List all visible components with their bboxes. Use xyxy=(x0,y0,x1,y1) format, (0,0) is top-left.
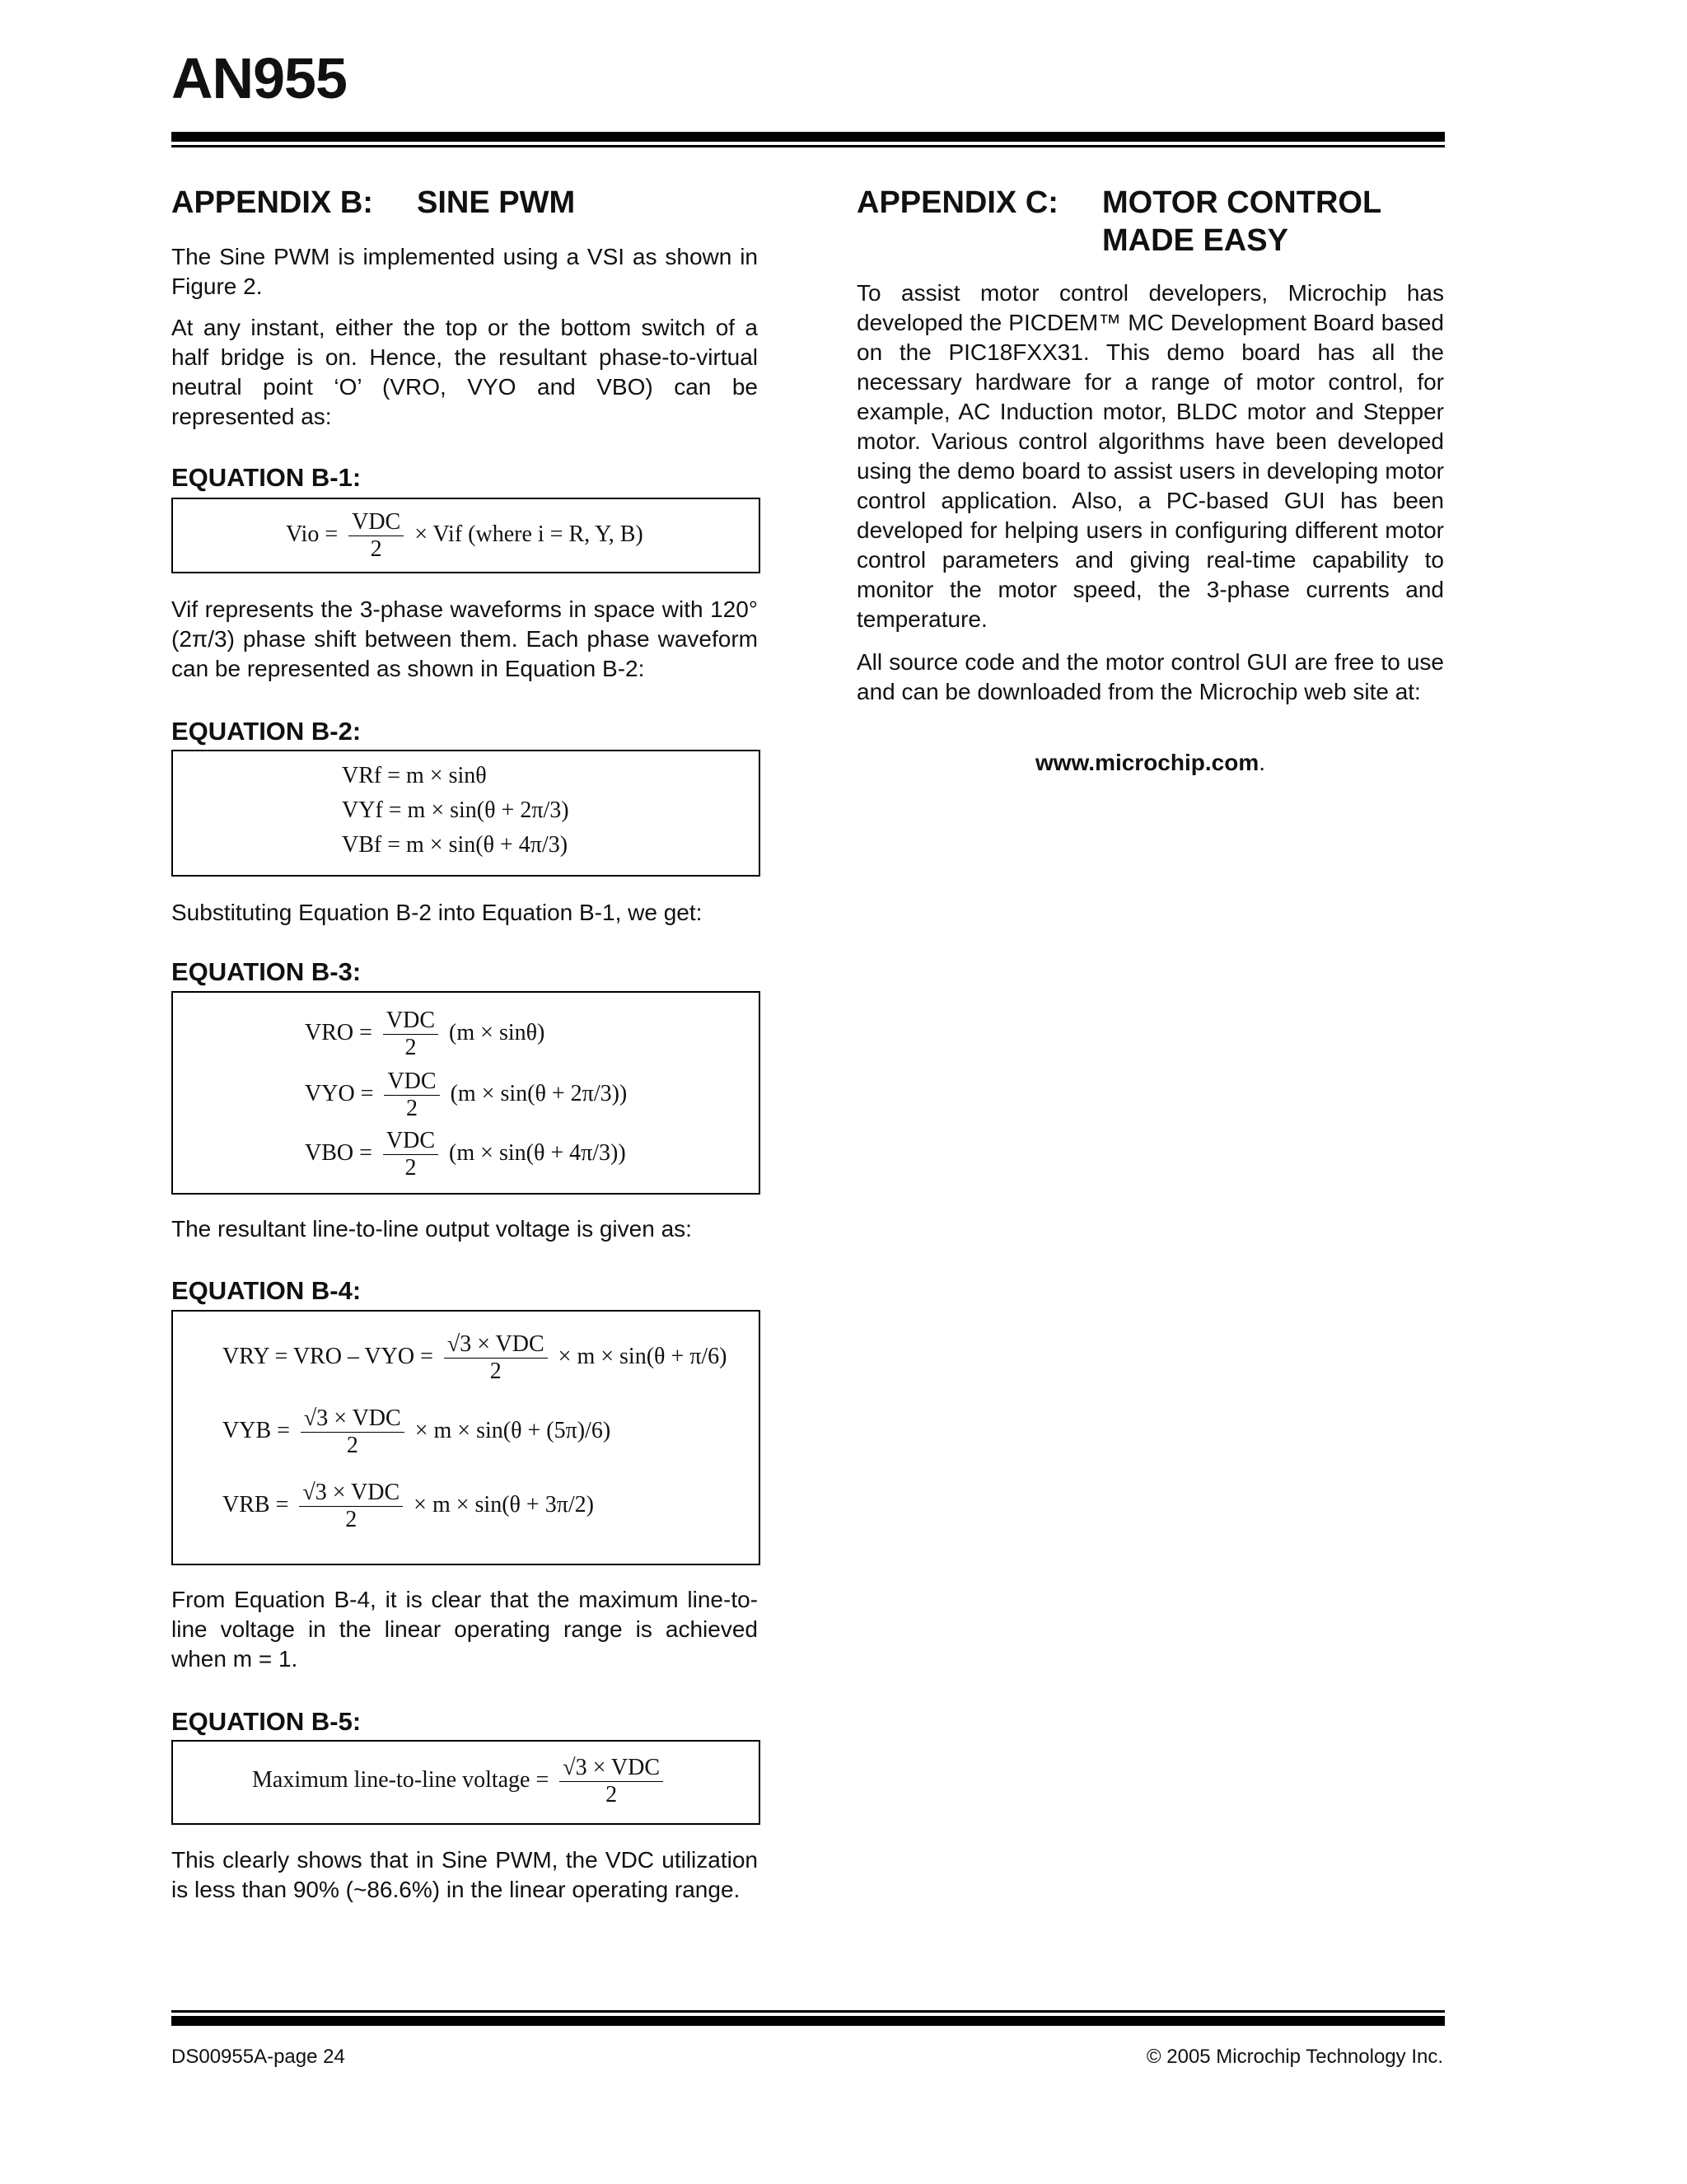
appendix-c-label: APPENDIX C: xyxy=(857,185,1058,220)
paragraph: The resultant line-to-line output voltage is given as: xyxy=(171,1216,692,1242)
footer-rule-thin xyxy=(171,2010,1445,2013)
paragraph: At any instant, either the top or the bottom switch of a half bridge is on. Hence, the resultant phase-to-virtual neutral point ‘O’ (VRO, VYO and VBO) can be represented as: xyxy=(171,315,758,429)
footer-copyright: © 2005 Microchip Technology Inc. xyxy=(1146,2046,1443,2068)
equation-label: EQUATION B-4: xyxy=(171,1276,362,1305)
appendix-c-title-line1: MOTOR CONTROL xyxy=(1102,185,1382,220)
equation-b2-line: VRf = m × sinθ xyxy=(342,763,487,788)
equation-b4-line: VRY = VRO – VYO = $\frac{\text{√3 × VDC}}{2}$ × m × sin(θ + π/6) xyxy=(222,1331,727,1384)
website-link[interactable]: www.microchip.com xyxy=(1035,750,1259,775)
appendix-b-heading xyxy=(171,183,575,222)
equation-box xyxy=(171,1740,760,1825)
equation-b2-line: VBf = m × sin(θ + 4π/3) xyxy=(342,832,568,858)
paragraph: From Equation B-4, it is clear that the maximum line-to-line voltage in the linear operating range is achieved when m = 1. xyxy=(171,1587,758,1672)
equation-b5: Maximum line-to-line voltage = $\frac{\text{√3 × VDC}}{2}$ xyxy=(252,1756,668,1807)
equation-box xyxy=(171,498,760,573)
appendix-b-title: SINE PWM xyxy=(417,185,576,220)
website-link-suffix: . xyxy=(1259,750,1266,775)
paragraph: This clearly shows that in Sine PWM, the VDC utilization is less than 90% (~86.6%) in the linear operating range. xyxy=(171,1847,758,1902)
equation-b4-line: VRB = $\frac{\text{√3 × VDC}}{2}$ × m × sin(θ + 3π/2) xyxy=(222,1480,594,1532)
equation-box xyxy=(171,1310,760,1565)
paragraph: All source code and the motor control GUI are free to use and can be downloaded from the Microchip web site at: xyxy=(857,649,1444,704)
equation-label: EQUATION B-5: xyxy=(171,1707,362,1736)
website-line xyxy=(857,748,1444,778)
equation-b1: Vio = $\frac{\text{VDC}}{2}$ × Vif (where i = R, Y, B) xyxy=(286,509,643,562)
appendix-c-heading xyxy=(857,183,1381,222)
appendix-c-title-line2: MADE EASY xyxy=(1102,223,1288,258)
header-rule-thin xyxy=(171,145,1445,147)
equation-label: EQUATION B-1: xyxy=(171,463,362,492)
paragraph: The Sine PWM is implemented using a VSI as shown in Figure 2. xyxy=(171,244,758,299)
equation-b3-line: VBO = $\frac{\text{VDC}}{2}$ (m × sin(θ + 4π/3)) xyxy=(305,1128,626,1181)
paragraph: Vif represents the 3-phase waveforms in space with 120° (2π/3) phase shift between them. Each phase waveform can be represented as shown in Equation B-2: xyxy=(171,596,758,681)
document-id: AN955 xyxy=(171,46,347,110)
footer-page-number: DS00955A-page 24 xyxy=(171,2046,345,2068)
equation-box xyxy=(171,750,760,877)
paragraph: Substituting Equation B-2 into Equation B-1, we get: xyxy=(171,900,703,925)
equation-b3-line: VRO = $\frac{\text{VDC}}{2}$ (m × sinθ) xyxy=(305,1008,545,1060)
equation-b2-line: VYf = m × sin(θ + 2π/3) xyxy=(342,797,569,823)
equation-box xyxy=(171,991,760,1195)
equation-b4-line: VYB = $\frac{\text{√3 × VDC}}{2}$ × m × sin(θ + (5π)/6) xyxy=(222,1405,611,1458)
equation-label: EQUATION B-3: xyxy=(171,957,362,986)
appendix-b-label: APPENDIX B: xyxy=(171,185,373,220)
footer-rule xyxy=(171,2016,1445,2026)
equation-label: EQUATION B-2: xyxy=(171,717,362,746)
equation-b3-line: VYO = $\frac{\text{VDC}}{2}$ (m × sin(θ + 2π/3)) xyxy=(305,1069,628,1121)
paragraph: To assist motor control developers, Microchip has developed the PICDEM™ MC Development Board based on the PIC18FXX31. This demo board has all the necessary hardware for a range of motor control, for example, AC Induction motor, BLDC motor and Stepper motor. Various control algorithms have been developed using the demo board to assist users in developing motor control application. Also, a PC-based GUI has been developed for helping users in configuring different motor control parameters and giving real-time capability to monitor the motor speed, the 3-phase currents and temperature. xyxy=(857,280,1444,632)
header-rule xyxy=(171,132,1445,142)
